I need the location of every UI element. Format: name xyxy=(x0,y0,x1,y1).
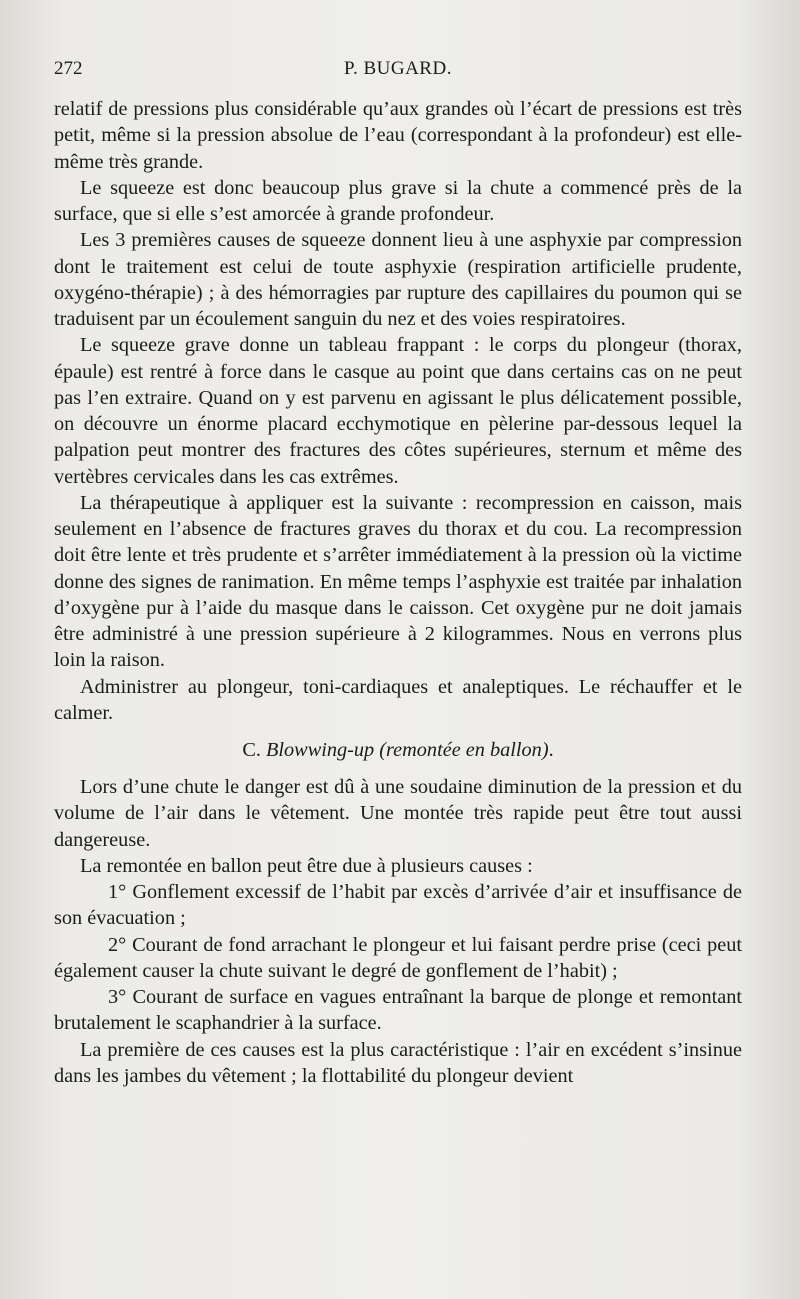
list-item: 3° Courant de surface en vagues entraînant la barque de plonge et remontant brutalement le scaphandrier à la surface. xyxy=(54,986,742,1035)
section-letter: C. xyxy=(242,739,261,761)
paragraph: relatif de pressions plus considérable qu’aux grandes où l’écart de pressions est très petit, même si la pression absolue de l’eau (correspondant à la profondeur) est elle-même très grande. xyxy=(54,98,742,173)
section-heading-end: . xyxy=(548,739,554,761)
section-title: Blowwing-up xyxy=(266,739,375,761)
section-heading xyxy=(54,737,742,763)
paragraph: La thérapeutique à appliquer est la suivante : recompression en caisson, mais seulement en l’absence de fractures graves du thorax et du cou. La recompression doit être lente et très prudente et s’arrêter immédiatement à la pression où la victime donne des signes de ranimation. En même temps l’asphyxie est traitée par inhalation d’oxygène pur à l’aide du masque dans le caisson. Cet oxygène pur ne doit jamais être administré à une pression supérieure à 2 kilogrammes. Nous en verrons plus loin la raison. xyxy=(54,491,742,672)
paragraph: La remontée en ballon peut être due à plusieurs causes : xyxy=(80,854,533,877)
page-header xyxy=(54,58,744,84)
paragraph: Le squeeze est donc beaucoup plus grave si la chute a commencé près de la surface, que si elle s’est amorcée à grande profondeur. xyxy=(54,176,742,225)
paragraph: La première de ces causes est la plus caractéristique : l’air en excédent s’insinue dans les jambes du vêtement ; la flottabilité du plongeur devient xyxy=(54,1038,742,1087)
list-item: 1° Gonflement excessif de l’habit par excès d’arrivée d’air et insuffisance de son évacuation ; xyxy=(54,881,742,930)
paragraph: Administrer au plongeur, toni-cardiaques et analeptiques. Le réchauffer et le calmer. xyxy=(54,675,742,724)
body-text xyxy=(54,96,742,1089)
paragraph: Lors d’une chute le danger est dû à une soudaine diminution de la pression et du volume de l’air dans le vêtement. Une montée très rapide peut être tout aussi dangereuse. xyxy=(54,776,742,851)
paragraph: Les 3 premières causes de squeeze donnent lieu à une asphyxie par compression dont le traitement est celui de toute asphyxie (respiration artificielle prudente, oxygéno-thérapie) ; à des hémorragies par rupture des capillaires du poumon qui se traduisent par un écoulement sanguin du nez et des voies respiratoires. xyxy=(54,229,742,330)
list-item: 2° Courant de fond arrachant le plongeur et lui faisant perdre prise (ceci peut également causer la chute suivant le degré de gonflement de l’habit) ; xyxy=(54,933,742,982)
running-head: P. BUGARD. xyxy=(344,58,452,79)
page-number: 272 xyxy=(54,58,83,79)
section-subtitle: (remontée en ballon) xyxy=(379,739,549,761)
paragraph: Le squeeze grave donne un tableau frappant : le corps du plongeur (thorax, épaule) est rentré à force dans le casque au point que dans certains cas on ne peut pas l’en extraire. Quand on y est parvenu en agissant le plus délicatement possible, on découvre un énorme placard ecchymotique en pèlerine par-dessous lequel la palpation peut montrer des fractures des côtes supérieures, sternum et même des vertèbres cervicales dans les cas extrêmes. xyxy=(54,334,742,488)
